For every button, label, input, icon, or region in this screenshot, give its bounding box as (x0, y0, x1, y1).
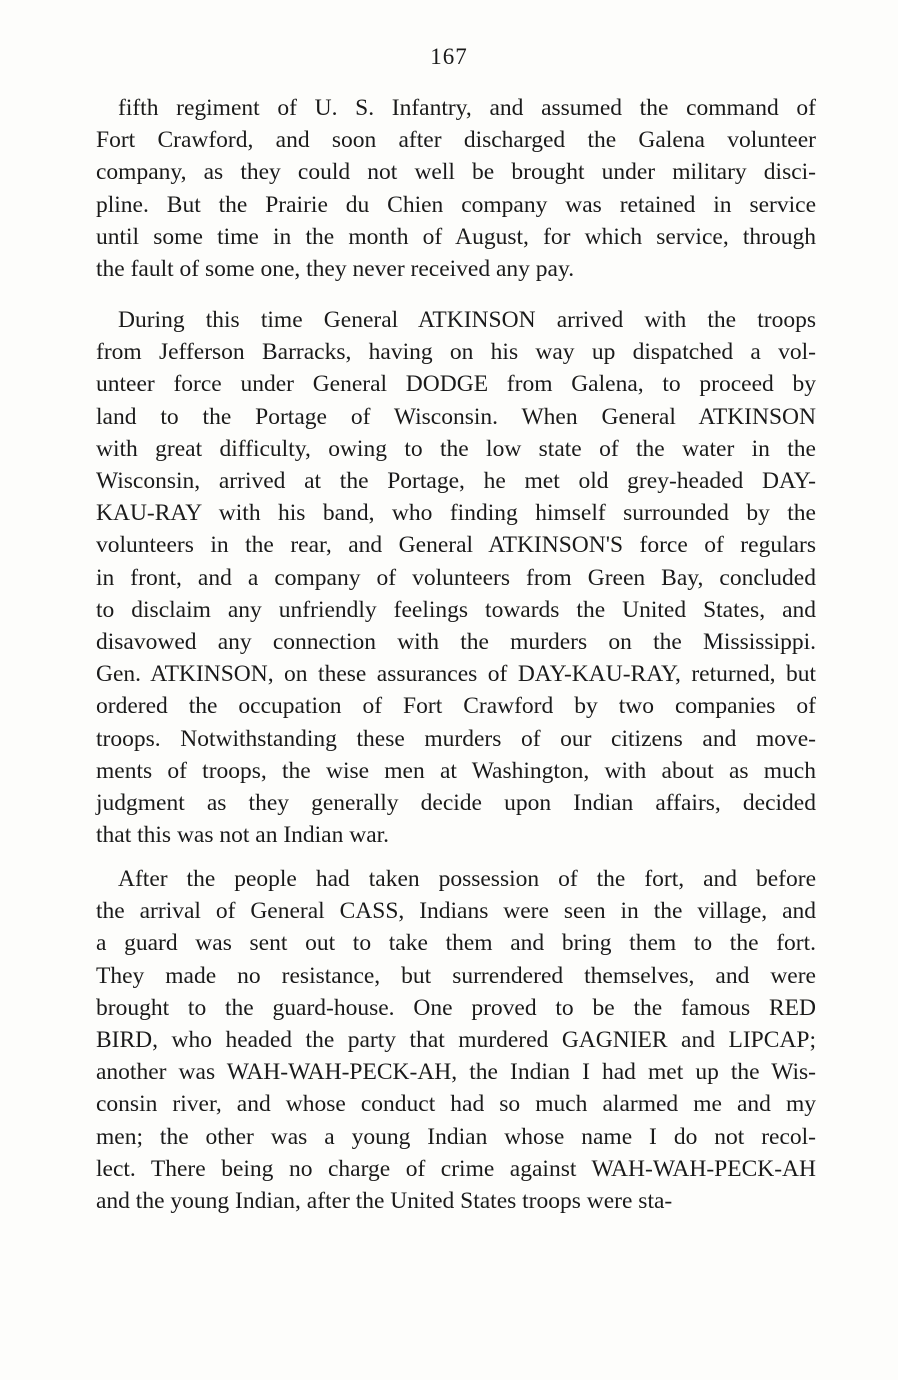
text-line: brought to the guard-house. One proved to be the famous RED (96, 994, 816, 1021)
paragraph (96, 863, 816, 1217)
text-line: to disclaim any unfriendly feelings towards the United States, and (96, 596, 816, 623)
text-line: and the young Indian, after the United States troops were sta- (96, 1188, 673, 1215)
text-line: in front, and a company of volunteers from Green Bay, concluded (96, 564, 816, 591)
paragraph (96, 92, 816, 285)
text-line: that this was not an Indian war. (96, 822, 390, 849)
text-line: fifth regiment of U. S. Infantry, and assumed the command of (118, 95, 816, 121)
text-line: from Jefferson Barracks, having on his way up dispatched a vol- (96, 339, 816, 366)
text-line: ordered the occupation of Fort Crawford by two companies of (96, 693, 816, 720)
text-line: BIRD, who headed the party that murdered GAGNIER and LIPCAP; (96, 1027, 816, 1054)
text-line: with great difficulty, owing to the low state of the water in the (96, 435, 816, 462)
text-line: judgment as they generally decide upon Indian affairs, decided (96, 790, 816, 817)
text-line: troops. Notwithstanding these murders of our citizens and move- (96, 725, 816, 752)
text-line: disavowed any connection with the murders on the Mississippi. (96, 629, 816, 656)
text-line: Wisconsin, arrived at the Portage, he met old grey-headed DAY- (96, 468, 816, 495)
text-line: Gen. ATKINSON, on these assurances of DAY-KAU-RAY, returned, but (96, 661, 816, 688)
text-line: KAU-RAY with his band, who finding himself surrounded by the (96, 500, 816, 527)
text-line: Fort Crawford, and soon after discharged the Galena volunteer (96, 127, 816, 154)
text-line: volunteers in the rear, and General ATKINSON'S force of regulars (96, 532, 816, 559)
page-number: 167 (430, 44, 468, 69)
text-line: They made no resistance, but surrendered themselves, and were (96, 962, 816, 989)
text-line: consin river, and whose conduct had so much alarmed me and my (96, 1091, 816, 1118)
text-line: company, as they could not well be brought under military disci- (96, 159, 816, 186)
text-line: ments of troops, the wise men at Washington, with about as much (96, 757, 816, 784)
text-line: another was WAH-WAH-PECK-AH, the Indian I had met up the Wis- (96, 1059, 816, 1086)
paragraph (96, 304, 816, 851)
text-line: a guard was sent out to take them and bring them to the fort. (96, 930, 816, 957)
text-line: men; the other was a young Indian whose name I do not recol- (96, 1123, 816, 1150)
text-line: land to the Portage of Wisconsin. When General ATKINSON (96, 403, 816, 430)
text-line: until some time in the month of August, for which service, through (96, 223, 816, 250)
text-line: the fault of some one, they never received any pay. (96, 256, 575, 283)
text-line: pline. But the Prairie du Chien company was retained in service (96, 191, 816, 218)
text-line: During this time General ATKINSON arrived with the troops (118, 307, 816, 333)
text-line: unteer force under General DODGE from Galena, to proceed by (96, 371, 816, 398)
text-line: After the people had taken possession of the fort, and before (118, 866, 816, 892)
text-line: the arrival of General CASS, Indians were seen in the village, and (96, 898, 816, 925)
text-line: lect. There being no charge of crime against WAH-WAH-PECK-AH (96, 1155, 816, 1182)
